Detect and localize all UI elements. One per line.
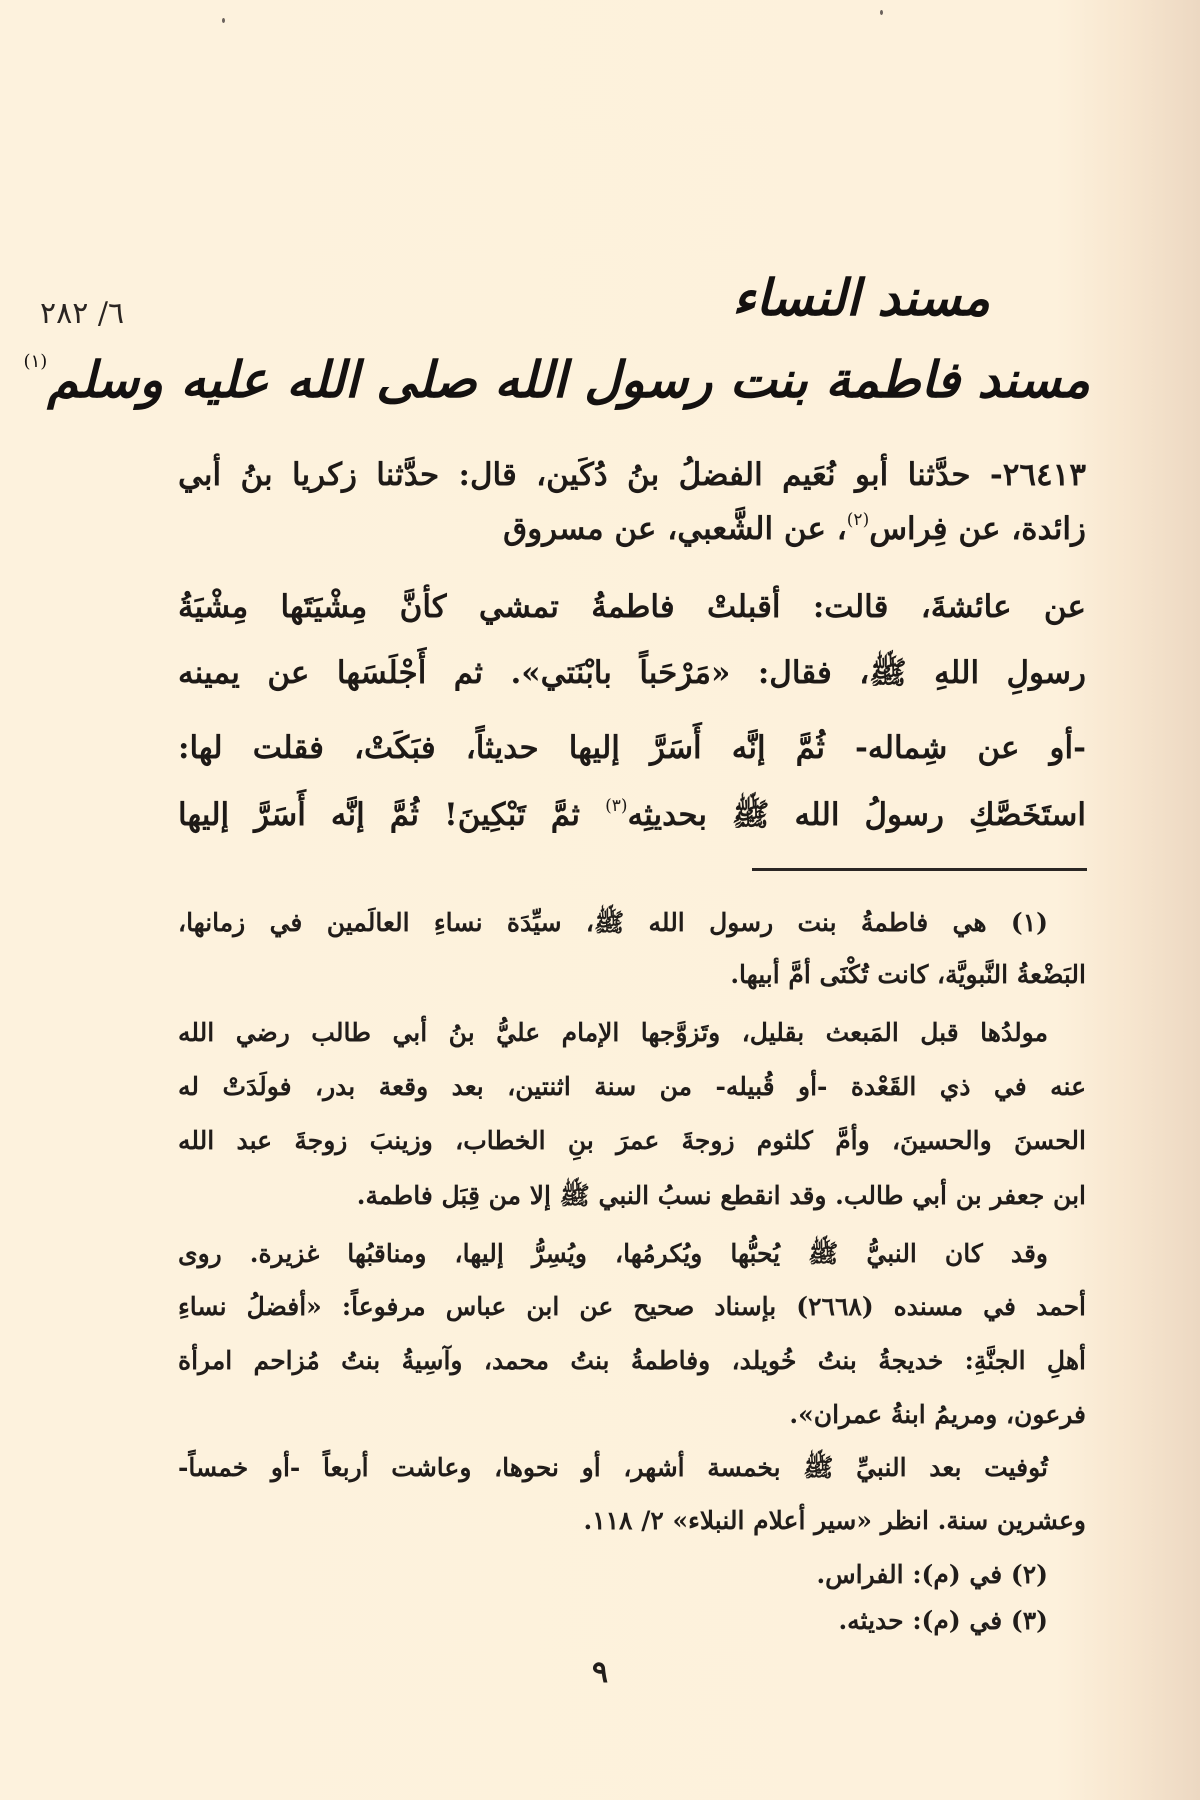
hadith-line-1 (178, 457, 1086, 493)
footnote-1-line: الحسنَ والحسينَ، وأمَّ كلثوم زوجةَ عمرَ بنِ الخطاب، وزينبَ زوجةَ عبد الله (178, 1126, 1086, 1155)
footnote-1-line: فرعون، ومريمُ ابنةُ عمران». (789, 1400, 1086, 1429)
hadith-line-text: ، عن الشَّعبي، عن مسروق (503, 511, 847, 547)
hadith-line-6 (178, 798, 1086, 831)
footnote-1-line: تُوفيت بعد النبيِّ ﷺ بخمسة أشهر، أو نحوها، وعاشت أربعاً -أو خمساً- (178, 1453, 1048, 1482)
footnote-3: (٣) في (م): حديثه. (838, 1606, 1048, 1635)
footnote-1-line: عنه في ذي القَعْدة -أو قُبيله- من سنة اثنتين، بعد وقعة بدر، فولَدَتْ له (178, 1072, 1086, 1101)
footnote-ref-1: (١) (23, 351, 48, 372)
hadith-line-text: استَخَصَّكِ رسولُ الله ﷺ بحديثِه (627, 797, 1086, 833)
footnote-ref-3: (٣) (605, 796, 628, 816)
paper-speck (880, 10, 883, 15)
hadith-line-4: رسولِ اللهِ ﷺ، فقال: «مَرْحَباً بابْنَتي». ثم أَجْلَسَها عن يمينه (178, 655, 1086, 691)
hadith-line-text: زائدة، عن فِراس (869, 511, 1086, 547)
footnote-1-line: وقد كان النبيُّ ﷺ يُحبُّها ويُكرمُها، ويُسِرُّ إليها، ومناقبُها غزيرة. روى (178, 1239, 1048, 1268)
footnote-2: (٢) في (م): الفراس. (816, 1560, 1048, 1589)
footnote-1-line: وعشرين سنة. انظر «سير أعلام النبلاء» ٢/ ١١٨. (583, 1506, 1086, 1535)
paper-speck (222, 18, 225, 23)
subtitle-text: مسند فاطمة بنت رسول الله صلى الله عليه وسلم (47, 350, 1090, 409)
footnote-ref-2: (٢) (846, 510, 870, 530)
footnote-1-line: أحمد في مسنده (٢٦٦٨) بإسناد صحيح عن ابن عباس مرفوعاً: «أفضلُ نساءِ (178, 1292, 1086, 1321)
volume-page-reference: ٦/ ٢٨٢ (40, 296, 125, 331)
hadith-line-3: عن عائشةَ، قالت: أقبلتْ فاطمةُ تمشي كأنَّ مِشْيَتَها مِشْيَةُ (178, 589, 1086, 625)
footnote-1-line: ابن جعفر بن أبي طالب. وقد انقطع نسبُ النبي ﷺ إلا من قِبَل فاطمة. (356, 1181, 1086, 1210)
footnote-1-line: البَضْعةُ النَّبويَّة، كانت تُكْنَى أمَّ أبيها. (730, 960, 1086, 989)
hadith-line-2 (178, 512, 1086, 545)
hadith-number: ٢٦٤١٣ (1002, 457, 1086, 493)
footnote-1-line: مولدُها قبل المَبعث بقليل، وتَزوَّجها الإمام عليُّ بنُ أبي طالب رضي الله (178, 1018, 1048, 1047)
page-number: ٩ (591, 1655, 609, 1690)
section-subtitle-musnad-fatima (24, 350, 1090, 409)
hadith-line-text: - حدَّثنا أبو نُعَيم الفضلُ بنُ دُكَين، قال: حدَّثنا زكريا بنُ أبي (178, 457, 1003, 493)
section-title-musnad-an-nisa: مسند النساء (732, 268, 990, 327)
footnote-separator (752, 868, 1087, 871)
footnote-1-line: أهلِ الجنَّةِ: خديجةُ بنتُ خُويلد، وفاطمةُ بنتُ محمد، وآسِيةُ بنتُ مُزاحم امرأة (178, 1346, 1086, 1375)
hadith-line-5: -أو عن شِماله- ثُمَّ إنَّه أَسَرَّ إليها حديثاً، فبَكَتْ، فقلت لها: (178, 730, 1086, 766)
footnote-1-line: (١) هي فاطمةُ بنت رسول الله ﷺ، سيِّدَة نساءِ العالَمين في زمانها، (178, 908, 1048, 937)
hadith-line-text: ثمَّ تَبْكِينَ! ثُمَّ إنَّه أَسَرَّ إليها (178, 797, 606, 833)
